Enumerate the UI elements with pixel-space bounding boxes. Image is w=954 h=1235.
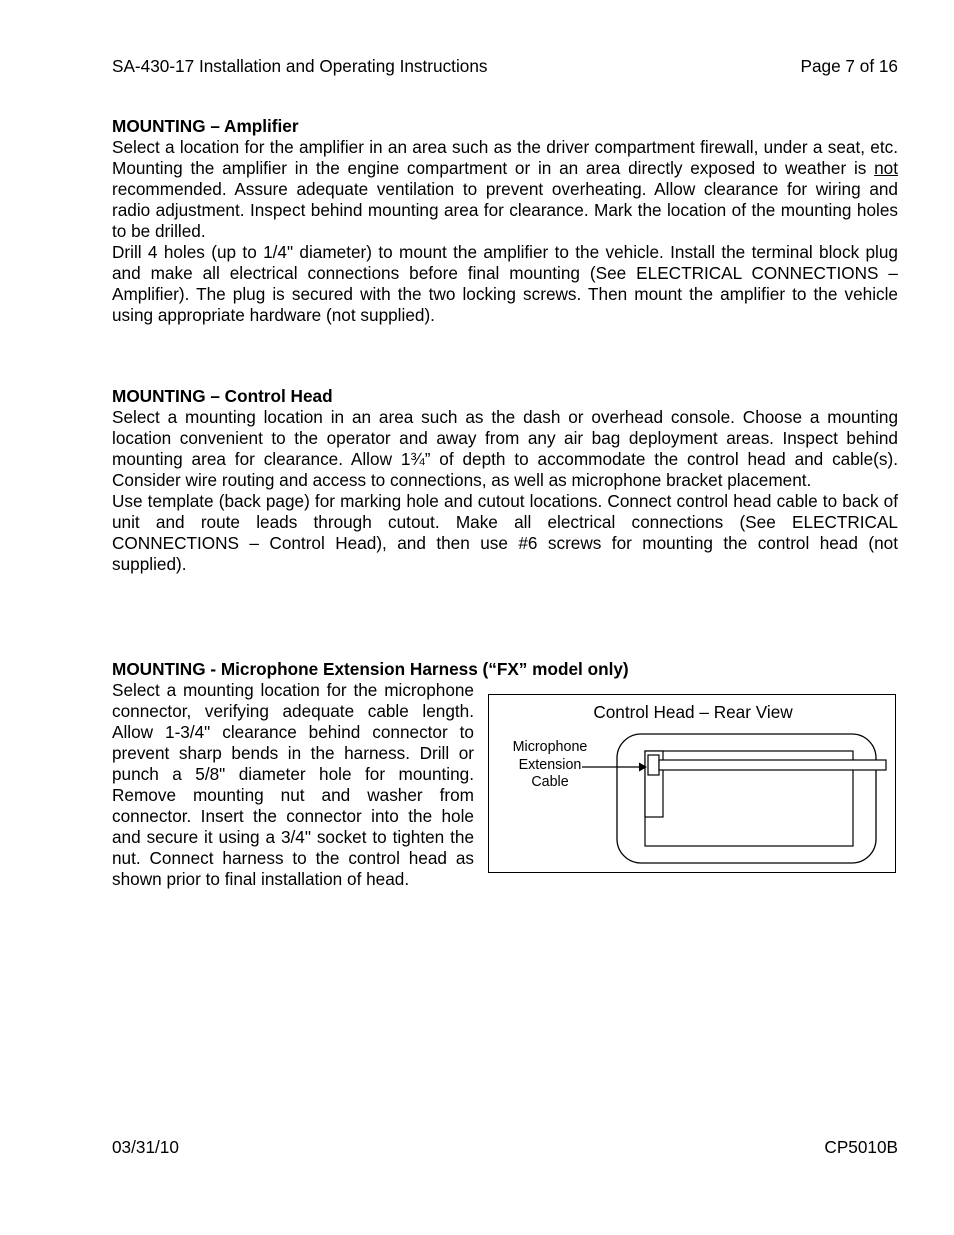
page-number: Page 7 of 16 — [800, 56, 898, 76]
amplifier-text-a: Select a location for the amplifier in an area such as the driver compartment firewall, under a seat, etc. Mounting the amplifier in the engine compartment or in an area directly exposed to weather is — [112, 137, 898, 178]
section-title-control-head: MOUNTING – Control Head — [112, 386, 333, 406]
control-head-paragraph-1: Select a mounting location in an area such as the dash or overhead console. Choose a mounting location convenient to the operator and away from any air bag deployment areas. Inspect behind mounting area for clearance. Allow 1¾” of depth to accommodate the control head and cable(s). Consider wire routing and access to connections, as well as microphone bracket placement. — [112, 407, 898, 490]
diagram-label — [503, 739, 597, 792]
diagram-label-line-1: Microphone — [512, 739, 588, 755]
section-title-microphone: MOUNTING - Microphone Extension Harness (“FX” model only) — [112, 659, 629, 679]
footer-code: CP5010B — [824, 1137, 898, 1157]
extension-cable — [659, 760, 886, 770]
diagram-label-line-3: Cable — [531, 774, 569, 790]
control-head-paragraph-2: Use template (back page) for marking hole and cutout locations. Connect control head cable to back of unit and route leads through cutout. Make all electrical connections (See ELECTRICAL CONNECTIONS – Control Head), and then use #6 screws for mounting the control head (not supplied). — [112, 491, 898, 574]
control-head-diagram — [488, 694, 896, 873]
underlined-not: not — [874, 158, 898, 178]
section-control-head — [112, 386, 898, 575]
connector-plug — [648, 755, 659, 775]
diagram-title: Control Head – Rear View — [593, 702, 793, 722]
amplifier-paragraph-2: Drill 4 holes (up to 1/4" diameter) to mount the amplifier to the vehicle. Install the terminal block plug and make all electrical connections before final mounting (See ELECTRICAL CONNECTIONS – Amplifier). The plug is secured with the two locking screws. Then mount the amplifier to the vehicle using appropriate hardware (not supplied). — [112, 242, 898, 325]
footer-date: 03/31/10 — [112, 1137, 179, 1157]
microphone-paragraph: Select a mounting location for the microphone connector, verifying adequate cable length. Allow 1-3/4" clearance behind connector to prevent sharp bends in the harness. Drill or punch a 5/8" diameter hole for mounting. Remove mounting nut and washer from connector. Insert the connector into the hole and secure it using a 3/4" socket to tighten the nut. Connect harness to the control head as shown prior to final installation of head. — [112, 680, 474, 889]
diagram-label-line-2: Extension — [518, 756, 582, 773]
amplifier-paragraph-1 — [112, 137, 898, 242]
section-amplifier — [112, 116, 898, 326]
header-title: SA-430-17 Installation and Operating Instructions — [112, 56, 488, 76]
section-title-amplifier: MOUNTING – Amplifier — [112, 116, 299, 136]
section-microphone — [112, 659, 898, 680]
amplifier-text-b: recommended. Assure adequate ventilation to prevent overheating. Allow clearance for wiring and radio adjustment. Inspect behind mounting area for clearance. Mark the location of the mounting holes to be drilled. — [112, 179, 898, 241]
